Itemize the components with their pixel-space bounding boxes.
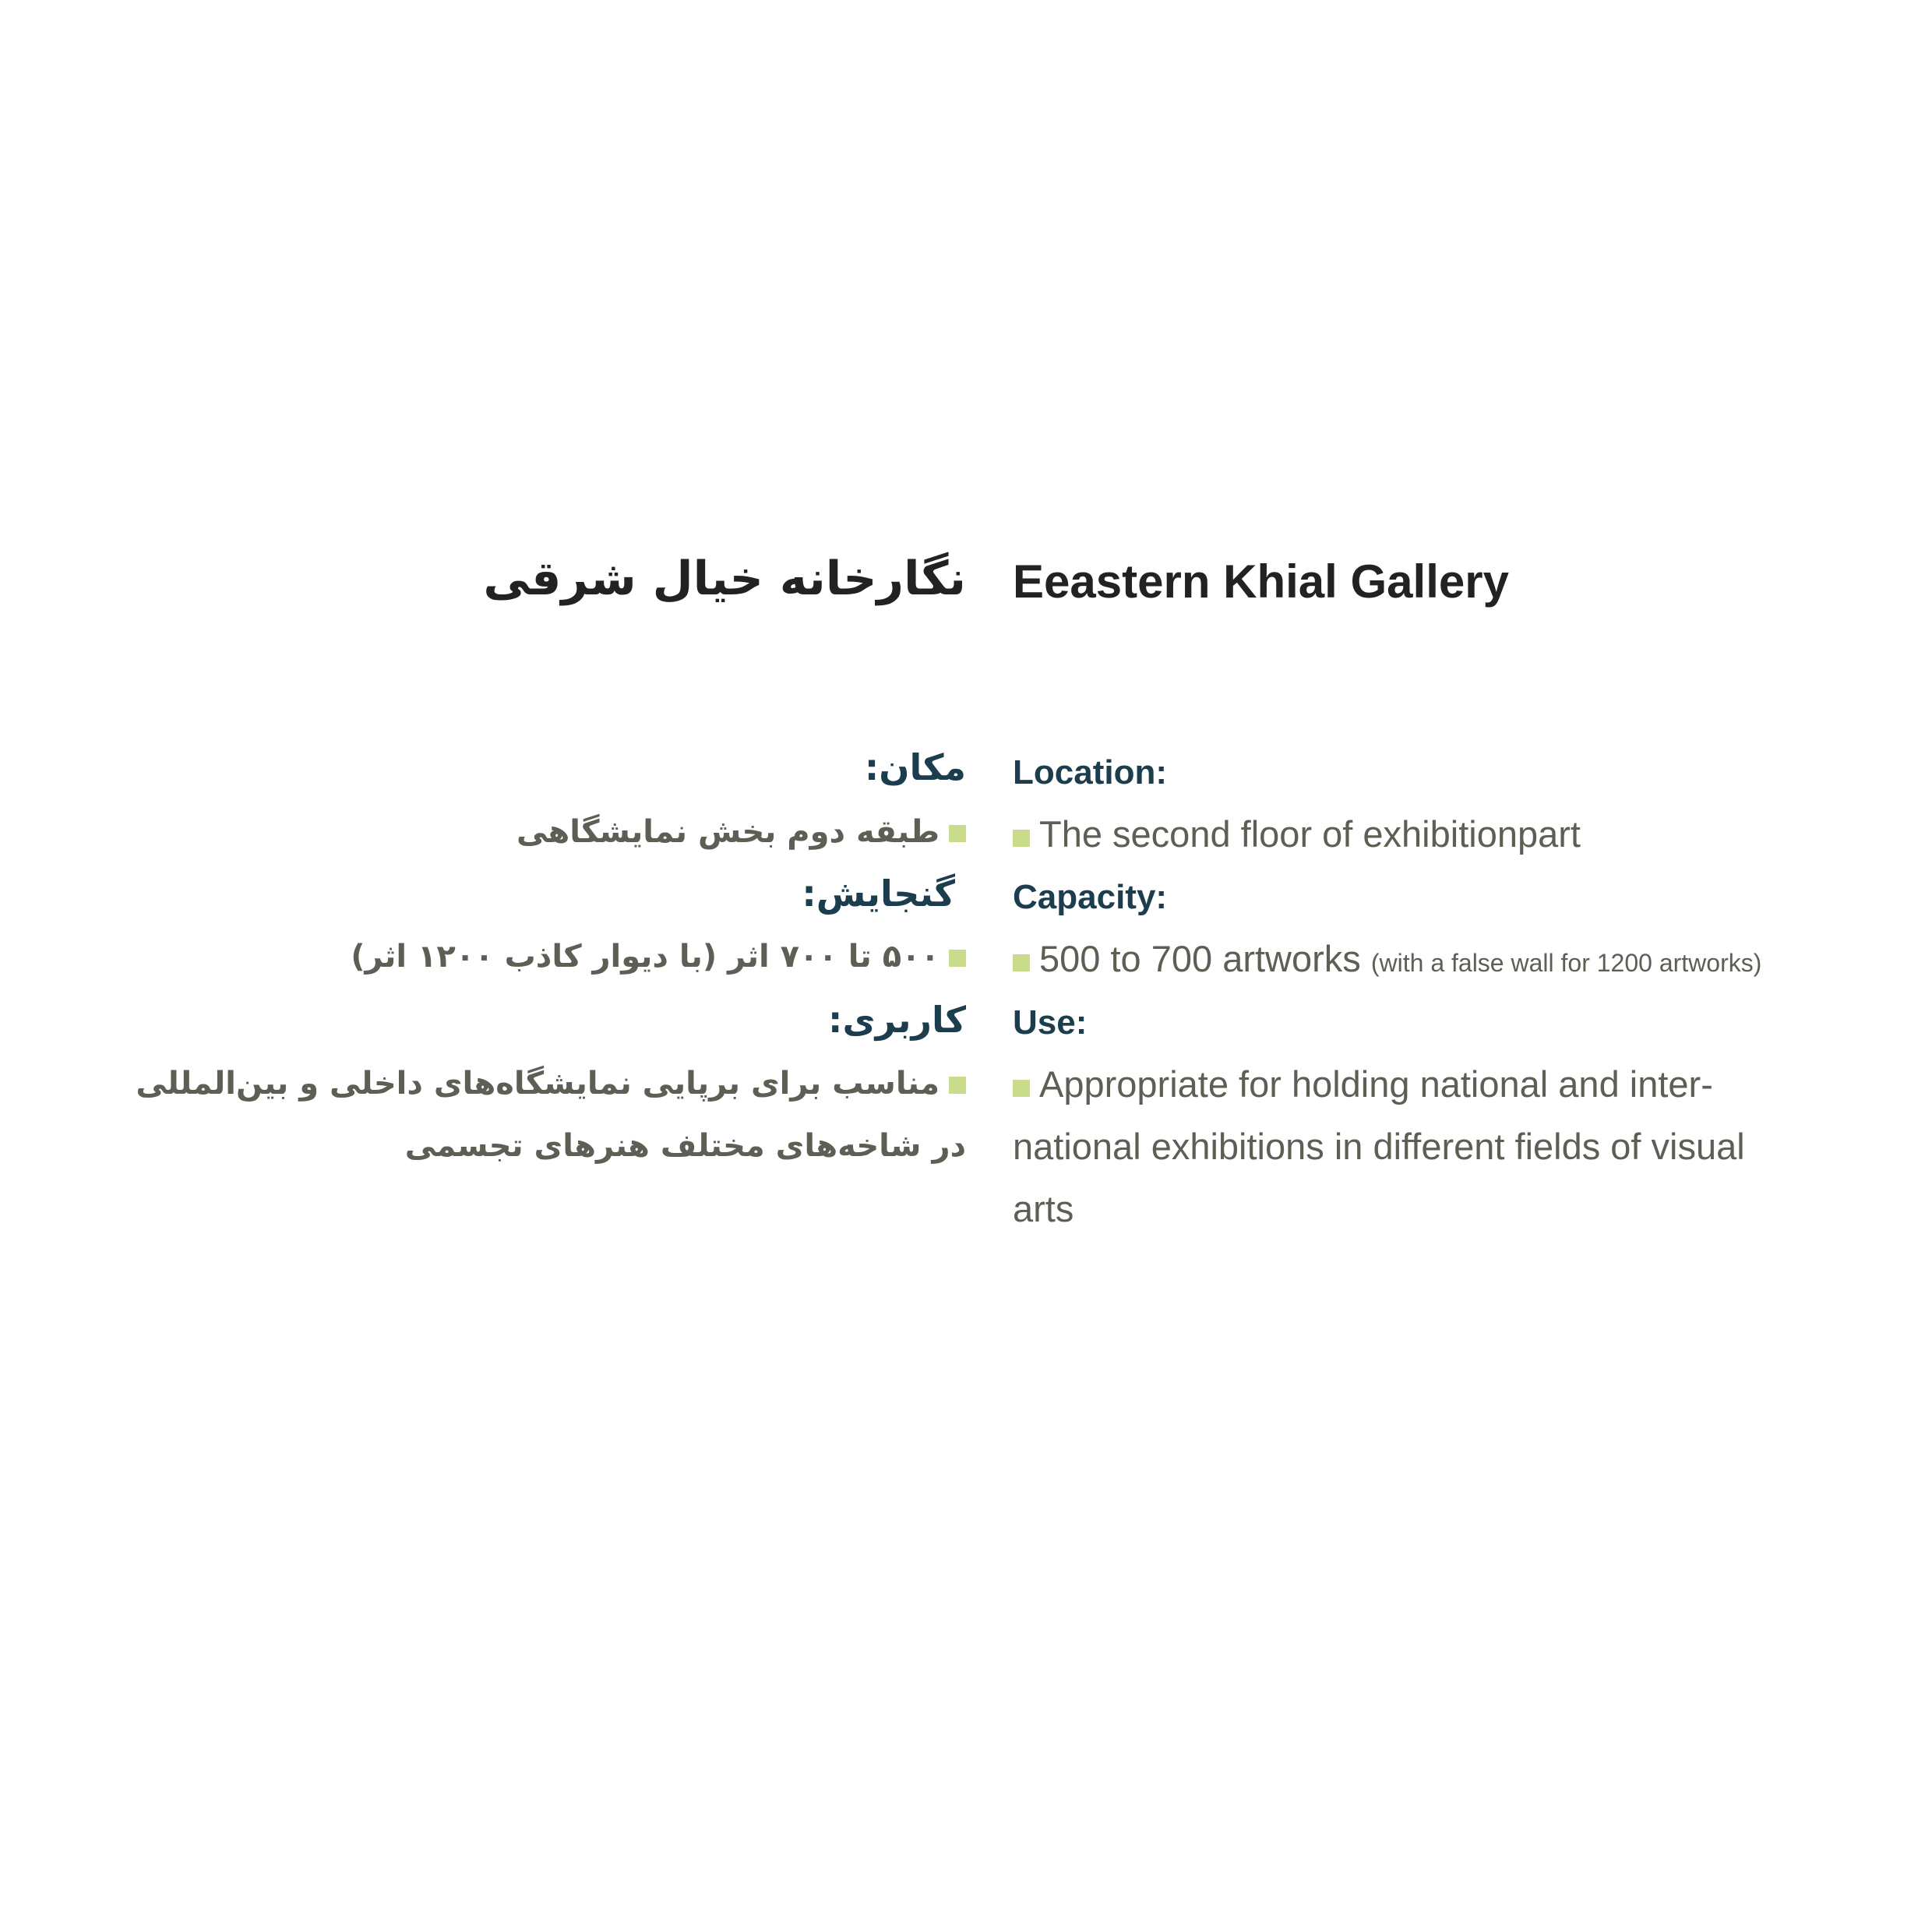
english-capacity-note: (with a false wall for 1200 artworks) — [1370, 949, 1762, 977]
persian-use-item — [136, 1066, 966, 1102]
bullet-square-icon — [1013, 830, 1030, 847]
persian-location-item — [516, 814, 966, 850]
persian-location-text: طبقه دوم بخش نمایشگاهی — [516, 814, 940, 850]
english-title: Eeastern Khial Gallery — [1013, 555, 1509, 608]
persian-title: نگارخانه خیال شرقی — [483, 552, 966, 606]
persian-use-heading: کاربری: — [828, 999, 966, 1041]
bullet-square-icon — [949, 1077, 966, 1094]
bullet-square-icon — [949, 825, 966, 842]
bullet-square-icon — [949, 950, 966, 967]
persian-capacity-text: ۵۰۰ تا ۷۰۰ اثر (با دیوار کاذب ۱۲۰۰ اثر) — [351, 939, 940, 975]
persian-use-text-line2: در شاخه‌های مختلف هنرهای تجسمی — [404, 1128, 966, 1164]
english-use-heading: Use: — [1013, 1003, 1088, 1042]
english-use-text-line3: arts — [1013, 1188, 1074, 1229]
english-capacity-text: 500 to 700 artworks — [1039, 938, 1361, 979]
english-use-item — [1013, 1053, 1792, 1240]
persian-use-text-line1: مناسب برای برپایی نمایشگاه‌های داخلی و بین‌المللی — [136, 1066, 940, 1102]
english-use-line1 — [1013, 1053, 1792, 1116]
bullet-square-icon — [1013, 1080, 1030, 1097]
english-location-text: The second floor of exhibitionpart — [1039, 813, 1581, 855]
bullet-square-icon — [1013, 954, 1030, 971]
english-location-heading: Location: — [1013, 753, 1167, 791]
english-capacity-heading: Capacity: — [1013, 878, 1168, 916]
english-capacity-item — [1013, 937, 1761, 980]
english-use-text-line1: Appropriate for holding national and inter- — [1039, 1063, 1713, 1105]
persian-capacity-item — [351, 939, 966, 975]
english-use-text-line2: national exhibitions in different fields of visual — [1013, 1126, 1745, 1167]
persian-capacity-heading: گنجایش: — [802, 873, 955, 915]
persian-location-heading: مکان: — [864, 746, 966, 788]
english-location-item — [1013, 813, 1581, 855]
